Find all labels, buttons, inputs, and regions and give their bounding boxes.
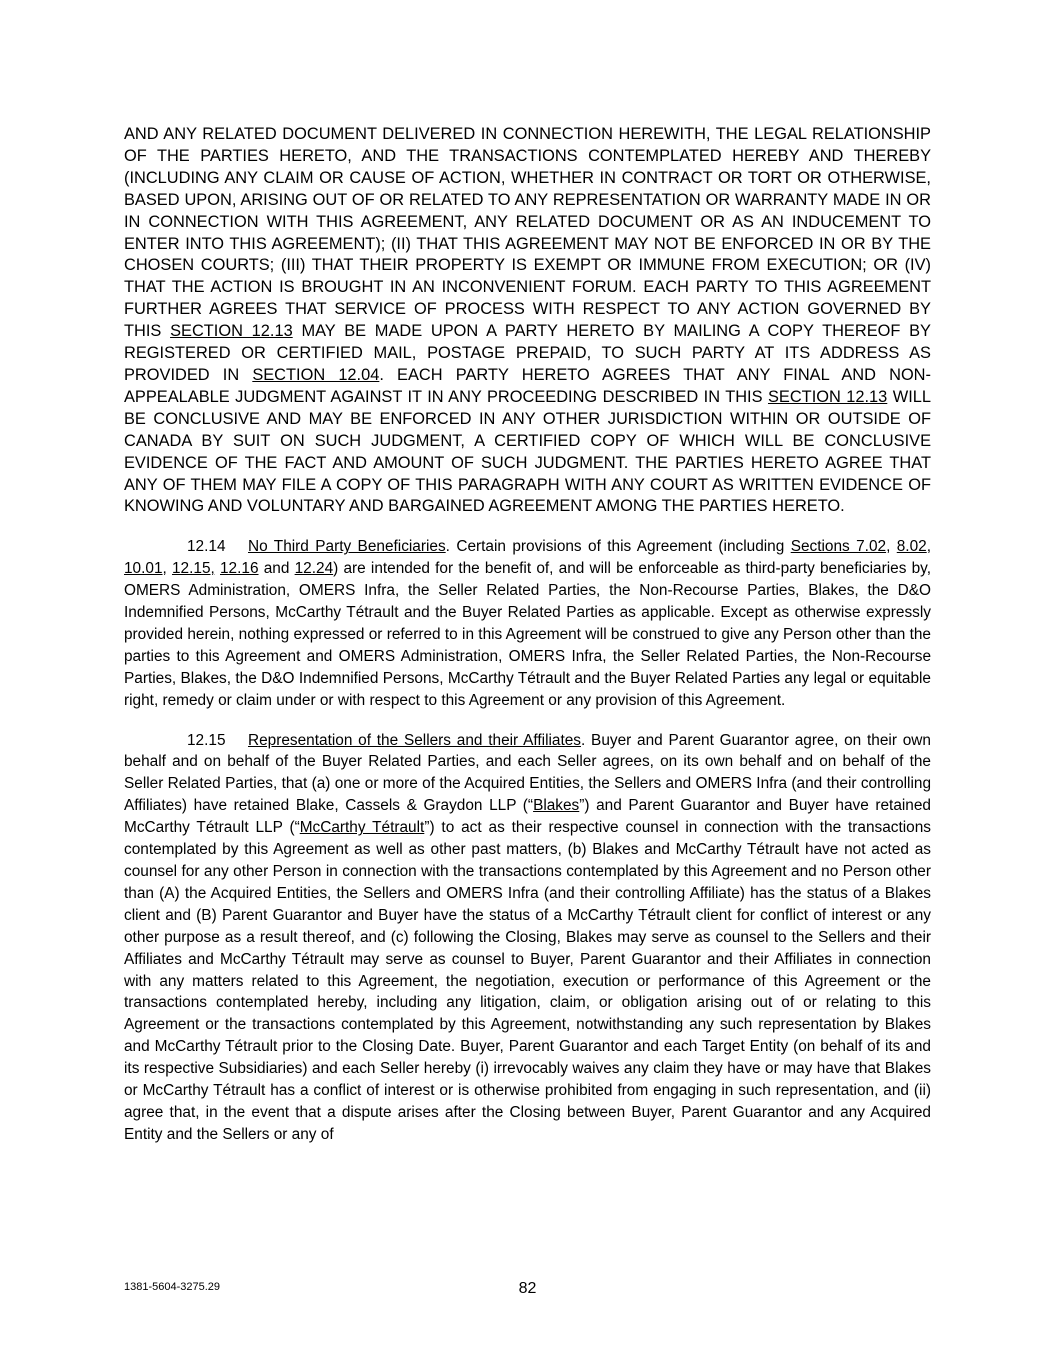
text-run: ”) to act as their respective counsel in connection with the transactions contemplated by this Agreement as well as other past matters, (b) Blakes and McCarthy Tétrault have not acted as counsel for any other Person in connection with the transactions contemplated by this Agreement and no Person other than (A) the Acquired Entities, the Sellers and OMERS Infra (and their controlling Affiliate) has the status of a Blakes client and (B) Parent Guarantor and Buyer have the status of a McCarthy Tétrault client for conflict of interest or any other purpose as a result thereof, and (c) following the Closing, Blakes may serve as counsel to the Sellers and their Affiliates and McCarthy Tétrault may serve as counsel to Buyer, Parent Guarantor and their Affiliates in connection with any matters related to this Agreement, the negotiation, execution or performance of this Agreement or the transactions contemplated hereby, including any litigation, claim, or obligation arising out of or relating to this Agreement or the transactions contemplated by this Agreement, notwithstanding any such representation by Blakes and McCarthy Tétrault prior to the Closing Date. Buyer, Parent Guarantor and each Target Entity (on behalf of its and its respective Subsidiaries) and each Seller hereby (i) irrevocably waives any claim they have or may have that Blakes or McCarthy Tétrault has a conflict of interest or is otherwise prohibited from engaging in such representation, and (ii) agree that, in the event that a dispute arises after the Closing between Buyer, Parent Guarantor and any Acquired Entity and the Sellers or any of — [124, 819, 931, 1143]
text-run: . EACH PARTY HERETO AGREES THAT ANY FINAL AND NON-APPEALABLE JUDGMENT AGAINST IT IN ANY PROCEEDING DESCRIBED IN THIS — [124, 365, 931, 406]
text-run: and — [258, 560, 295, 578]
section-ref-12-13: SECTION 12.13 — [767, 387, 888, 406]
document-id: 1381-5604-3275.29 — [124, 1281, 221, 1293]
section-heading: Representation of the Sellers and their Affiliates — [248, 731, 581, 749]
section-number: 12.15 — [187, 731, 226, 749]
text-run: ) are intended for the benefit of, and will be enforceable as third-party beneficiaries by, OMERS Administration, OMERS Infra, the Seller Related Parties, the Non-Recourse Parties, Blakes, the D&O Indemnified Persons, McCarthy Tétrault and the Buyer Related Parties as applicable. Except as otherwise expressly provided herein, nothing expressed or referred to in this Agreement will be construed to give any Person other than the parties to this Agreement and OMERS Administration, OMERS Infra, the Seller Related Parties, the Non-Recourse Parties, Blakes, the D&O Indemnified Persons, McCarthy Tétrault and the Buyer Related Parties any legal or equitable right, remedy or claim under or with respect to this Agreement or any provision of this Agreement. — [124, 560, 931, 709]
text-run: , — [886, 538, 897, 556]
section-ref: 12.15, — [172, 560, 215, 578]
text-run: . Buyer and Parent Guarantor agree, on their own behalf and on behalf of the Buyer Related Parties, and each Seller agrees, on its own behalf and on behalf of the Seller Related Parties, that (a) one or more of the Acquired Entities, the Sellers and OMERS Infra (and their controlling Affiliates) have retained Blake, Cassels & Graydon LLP (“ — [124, 731, 931, 815]
section-ref-12-13: SECTION 12.13 — [170, 322, 293, 341]
section-number: 12.14 — [187, 538, 226, 556]
defined-term-blakes: Blakes — [533, 797, 580, 815]
section-ref: 8.02 — [896, 538, 927, 556]
text-run: ”) and Parent Guarantor and Buyer have retained McCarthy Tétrault LLP (“ — [124, 797, 931, 837]
section-12-15 — [124, 730, 931, 1146]
section-heading: No Third Party Beneficiaries — [248, 538, 446, 556]
section-ref: 12.16 — [220, 560, 259, 578]
section-ref: 12.24 — [294, 560, 334, 578]
defined-term-mccarthy: McCarthy Tétrault — [299, 819, 425, 837]
text-run: , — [162, 560, 172, 578]
page-number: 82 — [518, 1280, 537, 1297]
text-run: AND ANY RELATED DOCUMENT DELIVERED IN CONNECTION HEREWITH, THE LEGAL RELATIONSHIP OF THE PARTIES HERETO, AND THE TRANSACTIONS CONTEMPLATED HEREBY AND THEREBY (INCLUDING ANY CLAIM OR CAUSE OF ACTION, WHETHER IN CONTRACT OR TORT OR OTHERWISE, BASED UPON, ARISING OUT OF OR RELATED TO ANY REPRESENTATION OR WARRANTY MADE IN OR IN CONNECTION WITH THIS AGREEMENT, ANY RELATED DOCUMENT OR AS AN INDUCEMENT TO ENTER INTO THIS AGREEMENT); (II) THAT THIS AGREEMENT MAY NOT BE ENFORCED IN OR BY THE CHOSEN COURTS; (III) THAT THEIR PROPERTY IS EXEMPT OR IMMUNE FROM EXECUTION; OR (IV) THAT THE ACTION IS BROUGHT IN AN INCONVENIENT FORUM. EACH PARTY TO THIS AGREEMENT FURTHER AGREES THAT SERVICE OF PROCESS WITH RESPECT TO ANY ACTION GOVERNED BY THIS — [124, 125, 931, 341]
section-12-14 — [124, 536, 931, 711]
section-12-13-continuation — [124, 124, 931, 518]
text-run: MAY BE MADE UPON A PARTY HERETO BY MAILING A COPY THEREOF BY REGISTERED OR CERTIFIED MAIL, POSTAGE PREPAID, TO SUCH PARTY AT ITS ADDRESS AS PROVIDED IN — [124, 322, 931, 384]
text-run: WILL BE CONCLUSIVE AND MAY BE ENFORCED IN ANY OTHER JURISDICTION WITHIN OR OUTSIDE OF CANADA BY SUIT ON SUCH JUDGMENT, A CERTIFIED COPY OF WHICH WILL BE CONCLUSIVE EVIDENCE OF THE FACT AND AMOUNT OF SUCH JUDGMENT. THE PARTIES HERETO AGREE THAT ANY OF THEM MAY FILE A COPY OF THIS PARAGRAPH WITH ANY COURT AS WRITTEN EVIDENCE OF KNOWING AND VOLUNTARY AND BARGAINED AGREEMENT AMONG THE PARTIES HERETO. — [124, 387, 931, 516]
text-run: . Certain provisions of this Agreement (including — [445, 538, 791, 556]
section-ref: Sections 7.02 — [790, 538, 887, 556]
section-ref-12-04: SECTION 12.04 — [252, 365, 380, 384]
section-ref: 10.01 — [124, 560, 163, 578]
document-body — [124, 124, 931, 1146]
text-run: , — [926, 538, 931, 556]
